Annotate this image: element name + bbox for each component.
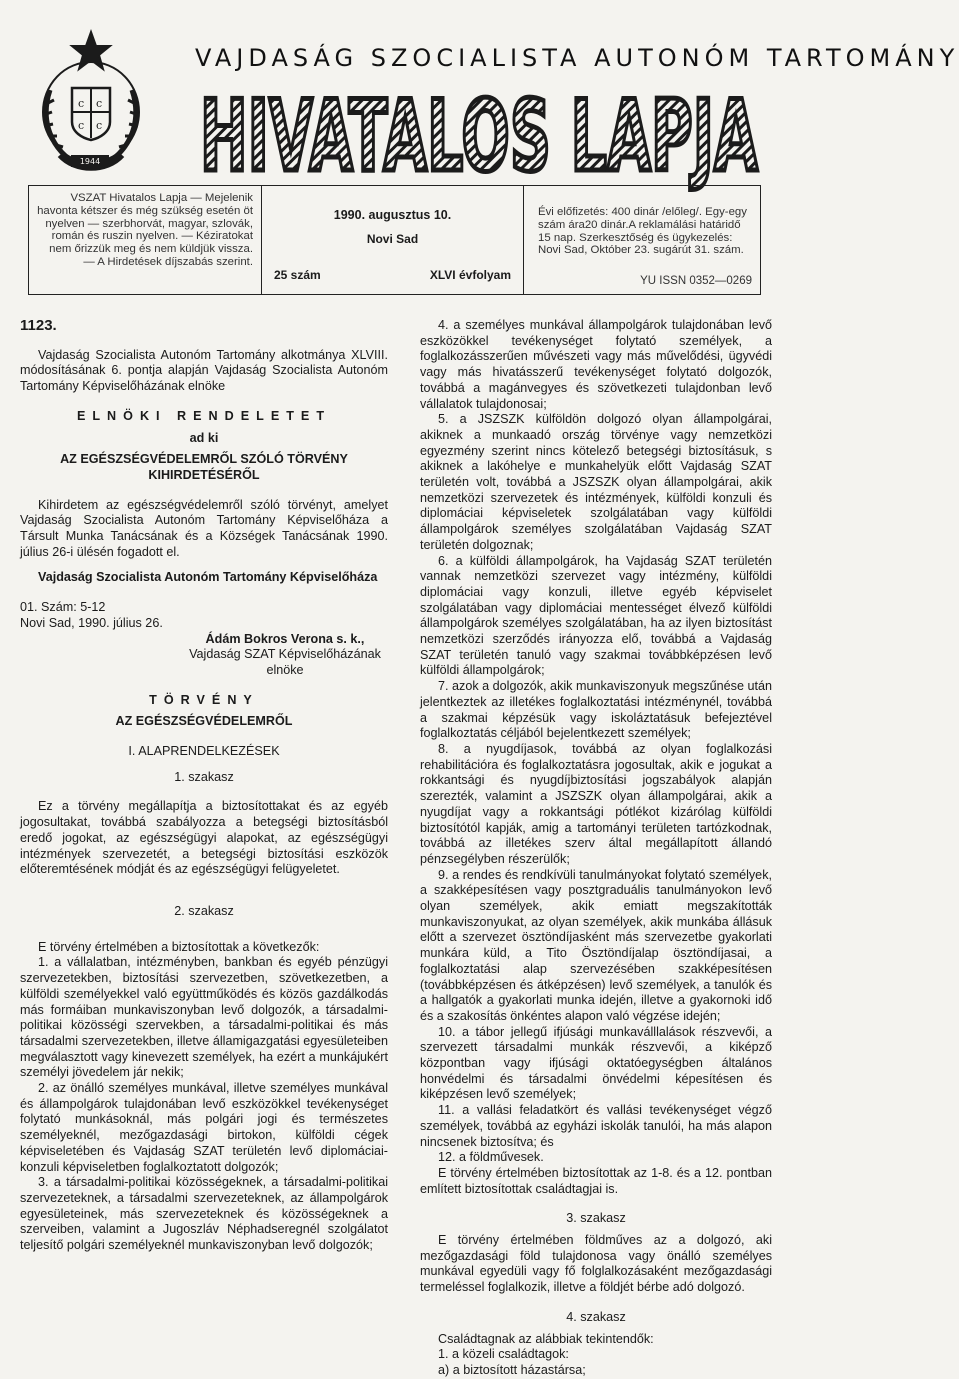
svg-text:с: с: [78, 97, 85, 110]
decree-subject: AZ EGÉSZSÉGVÉDELEMRŐL SZÓLÓ TÖRVÉNY KIHIRDETÉSÉRŐL: [60, 452, 348, 482]
section-4-item-1a: a) a biztosított házastársa;: [438, 1363, 586, 1377]
signatory-role: Vajdaság SZAT Képviselőházának: [189, 647, 381, 662]
section-2-intro: E törvény értelmében a biztosítottak a következők:: [38, 939, 320, 954]
issue-date: 1990. augusztus 10.: [333, 208, 452, 222]
right-text-column: [420, 318, 772, 1379]
law-subject: AZ EGÉSZSÉGVÉDELEMRŐL: [115, 714, 293, 729]
issue-place: Novi Sad: [366, 232, 419, 246]
section-2-item-8: 8. a nyugdíjasok, továbbá az olyan foglalkozási rehabilitációra és foglalkoztatásra jogosultak, akik e jogukat a rokkantsági és nyugdíjbiztosítási jogszabályok alapján szerezték, valamint a JSZSZK olyan állampolgárai, akik a nyugdíjat vagy a rokkantsági pótlékot kizárólag külföldi biztosítótól kapják, amig a tartományi területen tartózkodnak, továbbá az illetékes szerv által megállapított állandó pénzsegélyben részerülők;: [420, 741, 772, 866]
section-2-item-10: 10. a tábor jellegű ifjúsági munkaválllalások részvevői, a szervezett társadalmi munkák részvevői, a kiképző központban vagy ifjúsági oktatóegységben általános honvédelmi és társadalmi önvédelmi képesítésen és kiképzésen levő személyek;: [420, 1024, 772, 1102]
section-2-item-3: 3. a társadalmi-politikai közösségeknek, a társadalmi-politikai szervezeteknek, a társadalmi szervezeteknek, az állampolgárok egyesületeinek, más szervezeteknek és közösségeknek a szerveiben, valamint a Jugoszláv Néphadseregnél szolgálatot teljesítő polgári személyeknél munkaviszonyban levő dolgozók;: [20, 1175, 388, 1253]
svg-text:с: с: [96, 119, 103, 132]
section-3-text: E törvény értelmében földműves az a dolgozó, aki mezőgazdasági föld tulajdonosa vagy önálló személyes munkával egyedüli vagy fő folglalkozásaként mezőgazdasági termeléssel foglalkozik, illetve a földjét bérbe adó dolgozó.: [420, 1233, 772, 1295]
issue-year: XLVI évfolyam: [429, 268, 511, 282]
section-2-closing: E törvény értelmében biztosítottak az 1-8. és a 12. pontban említett biztosítottak családtagjai is.: [420, 1165, 772, 1196]
svg-text:с: с: [78, 119, 85, 132]
section-2-item-12: 12. a földművesek.: [438, 1150, 544, 1165]
section-2-item-6: 6. a külföldi állampolgárok, ha Vajdaság SZAT területén vannak nemzetközi szervezet vagy intézmény, külföldi diplomáciai vagy konzuli, illetve egyéb képviselet szolgálatában vagy diplomáciai mentességet élvező külföldi állampolgárok személyes szolgálatában, ha az ilyen biztosítást nemzetközi szerződés irányozza elő, továbbá a Vajdaság SZAT területén tanuló vagy szakmai továbbképzésen levő külföldi állampolgárok;: [420, 553, 772, 678]
section-2-item-9: 9. a rendes és rendkívüli tanulmányokat folytató személyek, a szakképesítésen vagy posztgraduális tanulmányokon levő olyan személyek, akik emiatt megszakították munkaviszonyukat, az olyan személyek, akik munkába állásuk előtt a szervezet ösztöndíjasként más szervezetbe gyakorlati munkára küld, a Tito Ösztöndíjalap ösztöndíjasai, a foglalkoztatási alap szervezésében szakképesítésen (továbbképzésen és átképzésen) levő személyek, a tanulók és a hallgatók a gyakorlati munka idején, illetve a gyakornoki idő és a szakosítás önkéntes alapon való végzése idején;: [420, 867, 772, 1023]
reference-number: 01. Szám: 5-12: [20, 600, 106, 615]
decree-subtitle: ad ki: [189, 430, 219, 445]
section-2-item-1: 1. a vállalatban, intézményben, bankban és egyéb pénzügyi szervezetekben, biztosítási szervezetben, szövetkezetben, a külföldi személyekkel való együttműködés és közös gazdálkodás más formáiban munkaviszonyban levő dolgozók, a társadalmi-politikai közösségi szervekben, a társadalmi-politikai és más társadalmi szervezetekben, illetve államigazgatási egyesületeiben megválasztott vagy kinevezett személyek, ha ezért a munkájukért személyi jövedelem jár nekik;: [20, 955, 388, 1080]
subscription-text: Évi előfizetés: 400 dinár /előleg/. Egy-egy szám ára20 dinár.A reklamálási határidő 15 nap. Szerkesztőség és ügykezelés: Novi Sad, Október 23. sugárút 31. szám.: [538, 206, 747, 257]
masthead-title: [198, 80, 760, 194]
section-2-item-5: 5. a JSZSZK külföldön dolgozó olyan állampolgárai, akiknek a munkaadó ország törvénye vagy nemzetközi egyezmény szerint nincs kötelező betegségi biztosításuk, s akiknek a lakóhelye e munkahelyük előtt Vajdaság SZAT területén volt, továbbá a JSZSZK olyan állampolgárai, akik nemzetközi szervezetek és intézmények, külföldi konzuli és diplomáciai képviseletek szolgálatában vagy külföldi állampolgárok személyes szolgálatában Vajdaság SZAT területén dolgoznak;: [420, 412, 772, 552]
section-2-heading: 2. szakasz: [174, 903, 234, 918]
issue-details: [262, 186, 524, 294]
intro-paragraph: Vajdaság Szocialista Autonóm Tartomány alkotmánya XLVIII. módosításának 6. pontja alapján Vajdaság Szocialista Autonóm Tartomány Képviselőházának elnöke: [20, 347, 388, 394]
issue-number: 25 szám: [274, 268, 321, 282]
signatory-name: Ádám Bokros Verona s. k.,: [205, 631, 365, 646]
section-2-item-2: 2. az önálló személyes munkával, illetve személyes munkával és állampolgárok tulajdonában levő eszközökkel tevékenységet folytató munkásoknál, más polgári jogi és természetes személyeknél, mezőgazdasági birtokon, külföldi cégek képviseletében és Vajdaság SZAT területén levő diplomáciai-konzuli képviseletben foglalkoztatott dolgozók;: [20, 1081, 388, 1174]
section-2-item-4: 4. a személyes munkával állampolgárok tulajdonában levő eszközökkel tevékenységet folytató személyek, a foglalkozásszerűen művészeti vagy más művelődési, ügyvédi vagy más hivatásszerű tevékenységet folytató dolgozók, továbbá a magánvegyes és szövetkezeti tulajdonban levő vállalatok tulajdonosai;: [420, 318, 772, 411]
proclamation-paragraph: Kihirdetem az egészségvédelemről szóló törvényt, amelyet Vajdaság Szocialista Autonóm Tartomány Képviselőháza a Társult Munka Tanácsának és a Községek Tanácsának 1990. július 26-i ülésén fogadott el.: [20, 497, 388, 559]
reference-place-date: Novi Sad, 1990. július 26.: [20, 615, 163, 630]
svg-text:1944: 1944: [79, 157, 101, 166]
issn: YU ISSN 0352—0269: [640, 275, 752, 288]
publication-notice: VSZAT Hivatalos Lapja — Mejelenik havonta kétszer és még szükség esetén öt nyelven — szerbhorvát, magyar, szlovák, román és ruszin nyelven. — Kéziratokat nem őrizzük meg és nem küldjük vissza. — A Hirdetések díjszabás szerint.: [29, 186, 262, 294]
document-number: 1123.: [20, 317, 57, 334]
signatory-role-title: elnöke: [266, 662, 304, 677]
svg-text:с: с: [96, 97, 103, 110]
section-1-heading: 1. szakasz: [174, 769, 234, 784]
publication-info-box: [28, 185, 761, 295]
coat-of-arms-emblem: [30, 30, 152, 180]
section-3-heading: 3. szakasz: [566, 1211, 626, 1226]
section-1-text: Ez a törvény megállapítja a biztosítottakat és az egyéb jogosultakat, továbbá szabályozza a betegségi biztosításból eredő jogokat, az egészségügyi alapokat, az egészségügyi intézmények szervezetét, a betegségi biztosítási eszközök előteremtésének módját és az egészségügyi felügyeletet.: [20, 799, 388, 877]
section-2-item-11: 11. a vallási feladatkört és vallási tevékenységet végző személyek, továbbá az egyházi iskolák tanulói, ha más alapon nincsenek biztosítva; és: [420, 1103, 772, 1149]
section-4-heading: 4. szakasz: [566, 1309, 626, 1324]
section-2-item-7: 7. azok a dolgozók, akik munkaviszonyuk megszűnése után jelentkeztek az illetékes foglalkoztatási intézménynél, továbbá a szakmai képzésük vagy iskoláztatásuk befejeztével foglalkoztatás céljából bejelentkezett személyek;: [420, 679, 772, 741]
section-4-intro: Családtagnak az alábbiak tekintendők:: [438, 1331, 654, 1346]
assembly-name: Vajdaság Szocialista Autonóm Tartomány Képviselőháza: [38, 570, 378, 585]
left-text-column: [20, 318, 388, 1254]
decree-title: ELNÖKI RENDELETET: [76, 408, 332, 423]
law-title: TÖRVÉNY: [149, 692, 259, 707]
masthead-title-text: HIVATALOS LAPJA: [200, 80, 759, 194]
chapter-heading: I. ALAPRENDELKEZÉSEK: [128, 744, 280, 759]
section-4-item-1: 1. a közeli családtagok:: [438, 1347, 569, 1362]
publication-supertitle: VAJDASÁG SZOCIALISTA AUTONÓM TARTOMÁNY: [195, 44, 959, 72]
subscription-info: [524, 186, 760, 294]
